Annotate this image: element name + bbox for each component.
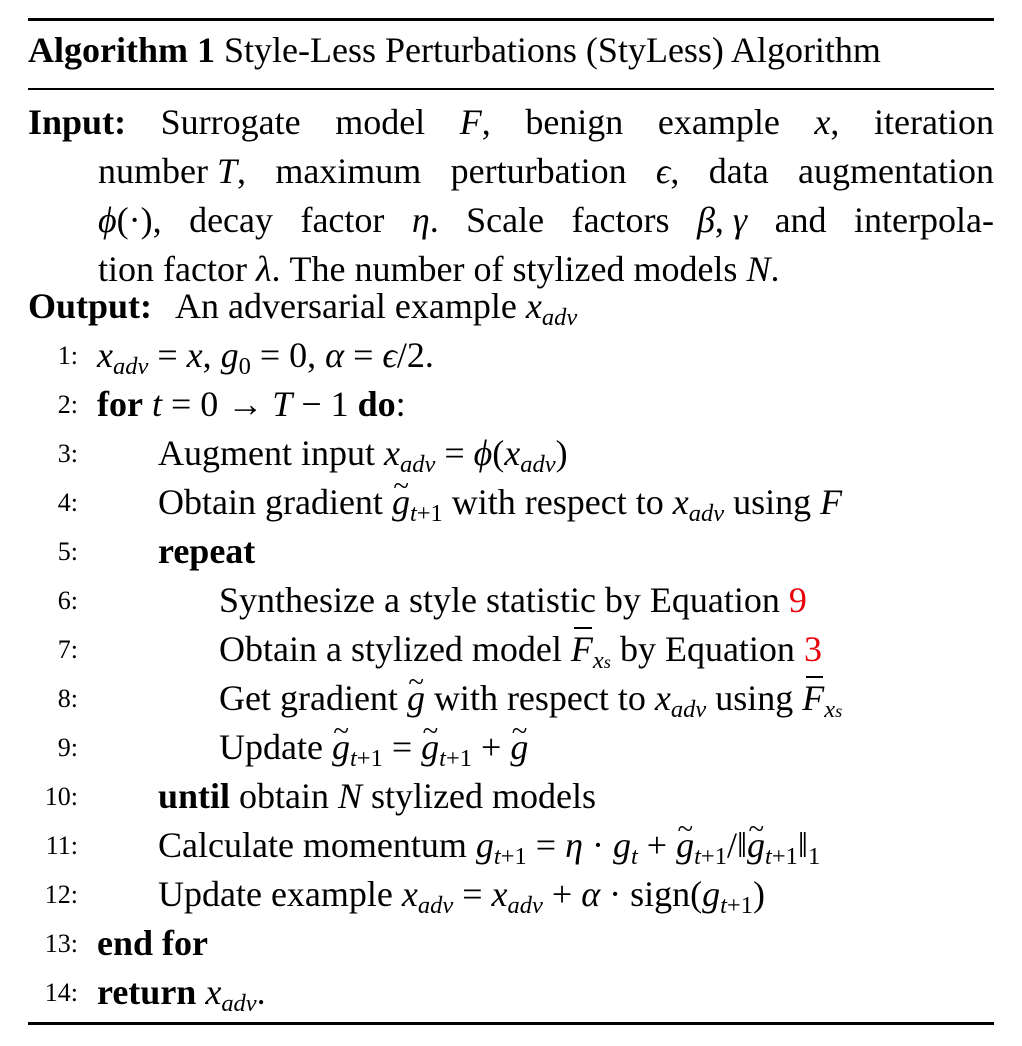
input-word: model [335,102,426,142]
line-number: 7: [57,635,78,664]
line-number: 11: [45,831,78,860]
line-number: 6: [57,586,78,615]
line-number: 3: [57,439,78,468]
algo-line-1: 1: $x_{adv} = x$, g0 = 0, α = ϵ/2. [28,331,994,380]
caption-title: Style-Less Perturbations (StyLess) Algorithm [223,30,881,70]
keyword-until: until [158,776,231,816]
algo-line-14: 14: return $x_{adv}$. [28,968,994,1017]
input-line-4: tion factor λ. The number of stylized models N. [98,249,780,289]
caption-rule [28,88,994,90]
line-number: 13: [44,929,78,958]
algo-line-3: 3: Augment input $x_{adv} = \phi(x_{adv})$ [28,429,994,478]
top-rule [28,18,994,21]
input-line-3: ϕ(·), decay factor η. Scale factors β, γ and interpola- [98,200,994,240]
line-number: 12: [44,880,78,909]
keyword-return: return [97,972,197,1012]
bottom-rule [28,1022,994,1025]
line-number: 5: [57,537,78,566]
keyword-for: for [97,384,143,424]
keyword-end-for: end for [97,923,208,963]
algo-line-9: 9: Update ~ gt+1 = ~ gt+1 + ~ g [28,723,994,772]
line-number: 4: [57,488,78,517]
algo-line-11: 11: Calculate momentum $gt+1 = \eta \cdot g_t$ + ~ gt+1/‖~ gt+1‖1 [28,821,994,870]
input-line-1 [28,100,994,144]
algo-line-10: 10: until obtain N stylized models [28,772,994,821]
equation-ref-link[interactable]: 9 [788,580,807,620]
algo-line-12: 12: Update example $x_{adv} = x_{adv} + \alpha$ · sign(gt+1) [28,870,994,919]
input-word: Surrogate [160,102,301,142]
algo-line-8: 8: Get gradient ~ g with respect to $x_{adv}$ using $F_{xs}$ [28,674,994,723]
input-word: iteration [873,102,994,142]
input-word: benign [525,102,624,142]
equation-ref-link[interactable]: 3 [803,629,822,669]
line-number: 2: [57,390,78,419]
keyword-repeat: repeat [158,531,256,571]
algo-line-5 [28,527,994,576]
output-line: Output: An adversarial example $x_{adv}$ [28,286,578,331]
input-line-2: number T, maximum perturbation ϵ, data augmentation [98,151,994,191]
line-number: 14: [44,978,78,1007]
algo-line-6: 6: Synthesize a style statistic by Equation 9 [28,576,994,625]
line-number: 9: [57,733,78,762]
caption-label: Algorithm 1 [28,30,215,70]
input-word: F, [459,102,491,142]
algo-line-7: 7: Obtain a stylized model $F_{xs}$ by Equation 3 [28,625,994,674]
keyword-do: do [357,384,396,424]
line-number: 10: [44,782,78,811]
output-label: Output: [28,286,153,326]
input-word: x, [814,102,840,142]
algo-line-13 [28,919,994,968]
algo-line-4: 4: Obtain gradient ~ gt+1 with respect to $x_{adv}$ using F [28,478,994,527]
line-number: 8: [57,684,78,713]
input-label: Input: [28,102,127,142]
algorithm-caption [28,28,881,72]
input-word: example [657,102,780,142]
algo-line-2: 2: for t = 0 → T − 1 do: [28,380,994,429]
line-number: 1: [57,341,78,370]
